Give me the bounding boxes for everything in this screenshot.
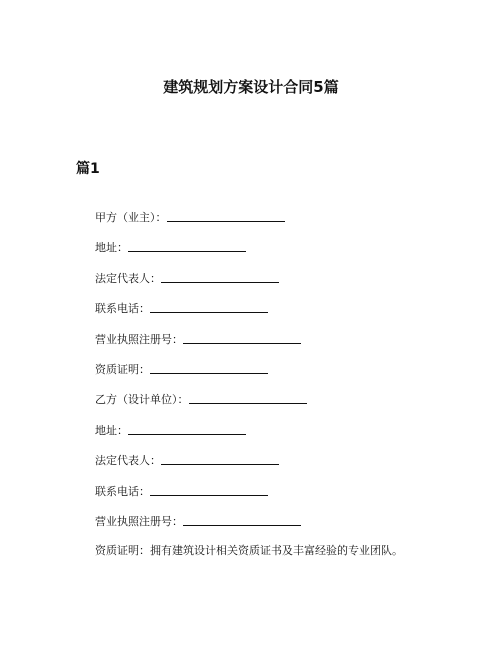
field-colon: ： [139, 302, 150, 316]
contract-party-fields [95, 207, 485, 572]
field-label: 营业执照注册号 [95, 332, 172, 346]
field-colon: ： [117, 423, 128, 437]
field-value: 拥有建筑设计相关资质证书及丰富经验的专业团队。 [150, 544, 403, 558]
field-colon: ： [150, 454, 161, 468]
fill-in-blank [189, 390, 307, 404]
field-colon: ： [172, 332, 183, 346]
field-party-b [95, 389, 485, 419]
field-party-b-phone [95, 481, 485, 511]
field-party-a-address [95, 237, 485, 267]
field-party-b-qualification [95, 541, 485, 571]
fill-in-blank [150, 482, 268, 496]
field-label: 营业执照注册号 [95, 514, 172, 528]
field-label: 联系电话 [95, 484, 139, 498]
field-label: 乙方（设计单位） [95, 393, 178, 407]
field-colon: ： [139, 484, 150, 498]
field-label: 联系电话 [95, 302, 139, 316]
field-label: 地址 [95, 241, 117, 255]
fill-in-blank [183, 330, 301, 344]
fill-in-blank [161, 451, 279, 465]
section-heading: 篇1 [76, 161, 100, 177]
field-colon: ： [139, 544, 150, 558]
document-title: 建筑规划方案设计合同5篇 [163, 78, 339, 96]
field-party-b-license [95, 511, 485, 541]
field-colon: ： [117, 241, 128, 255]
fill-in-blank [150, 299, 268, 313]
fill-in-blank [167, 208, 285, 222]
fill-in-blank [183, 512, 301, 526]
field-colon: ： [139, 362, 150, 376]
field-label: 法定代表人 [95, 271, 150, 285]
field-colon: ： [172, 514, 183, 528]
fill-in-blank [128, 238, 246, 252]
field-label: 法定代表人 [95, 454, 150, 468]
field-label: 资质证明 [95, 362, 139, 376]
field-colon: ： [155, 211, 167, 224]
field-party-b-legal-rep [95, 450, 485, 480]
fill-in-blank [150, 360, 268, 374]
field-party-a-qualification [95, 359, 485, 389]
field-label: 甲方（业主） [95, 211, 156, 224]
field-label: 地址 [95, 423, 117, 437]
field-party-a-legal-rep [95, 268, 485, 298]
fill-in-blank [128, 421, 246, 435]
field-party-a [95, 207, 485, 237]
fill-in-blank [161, 269, 279, 283]
field-party-a-phone [95, 298, 485, 328]
field-colon: ： [177, 393, 189, 407]
field-party-a-license [95, 329, 485, 359]
field-colon: ： [150, 271, 161, 285]
field-party-b-address [95, 420, 485, 450]
field-label: 资质证明 [95, 544, 139, 558]
